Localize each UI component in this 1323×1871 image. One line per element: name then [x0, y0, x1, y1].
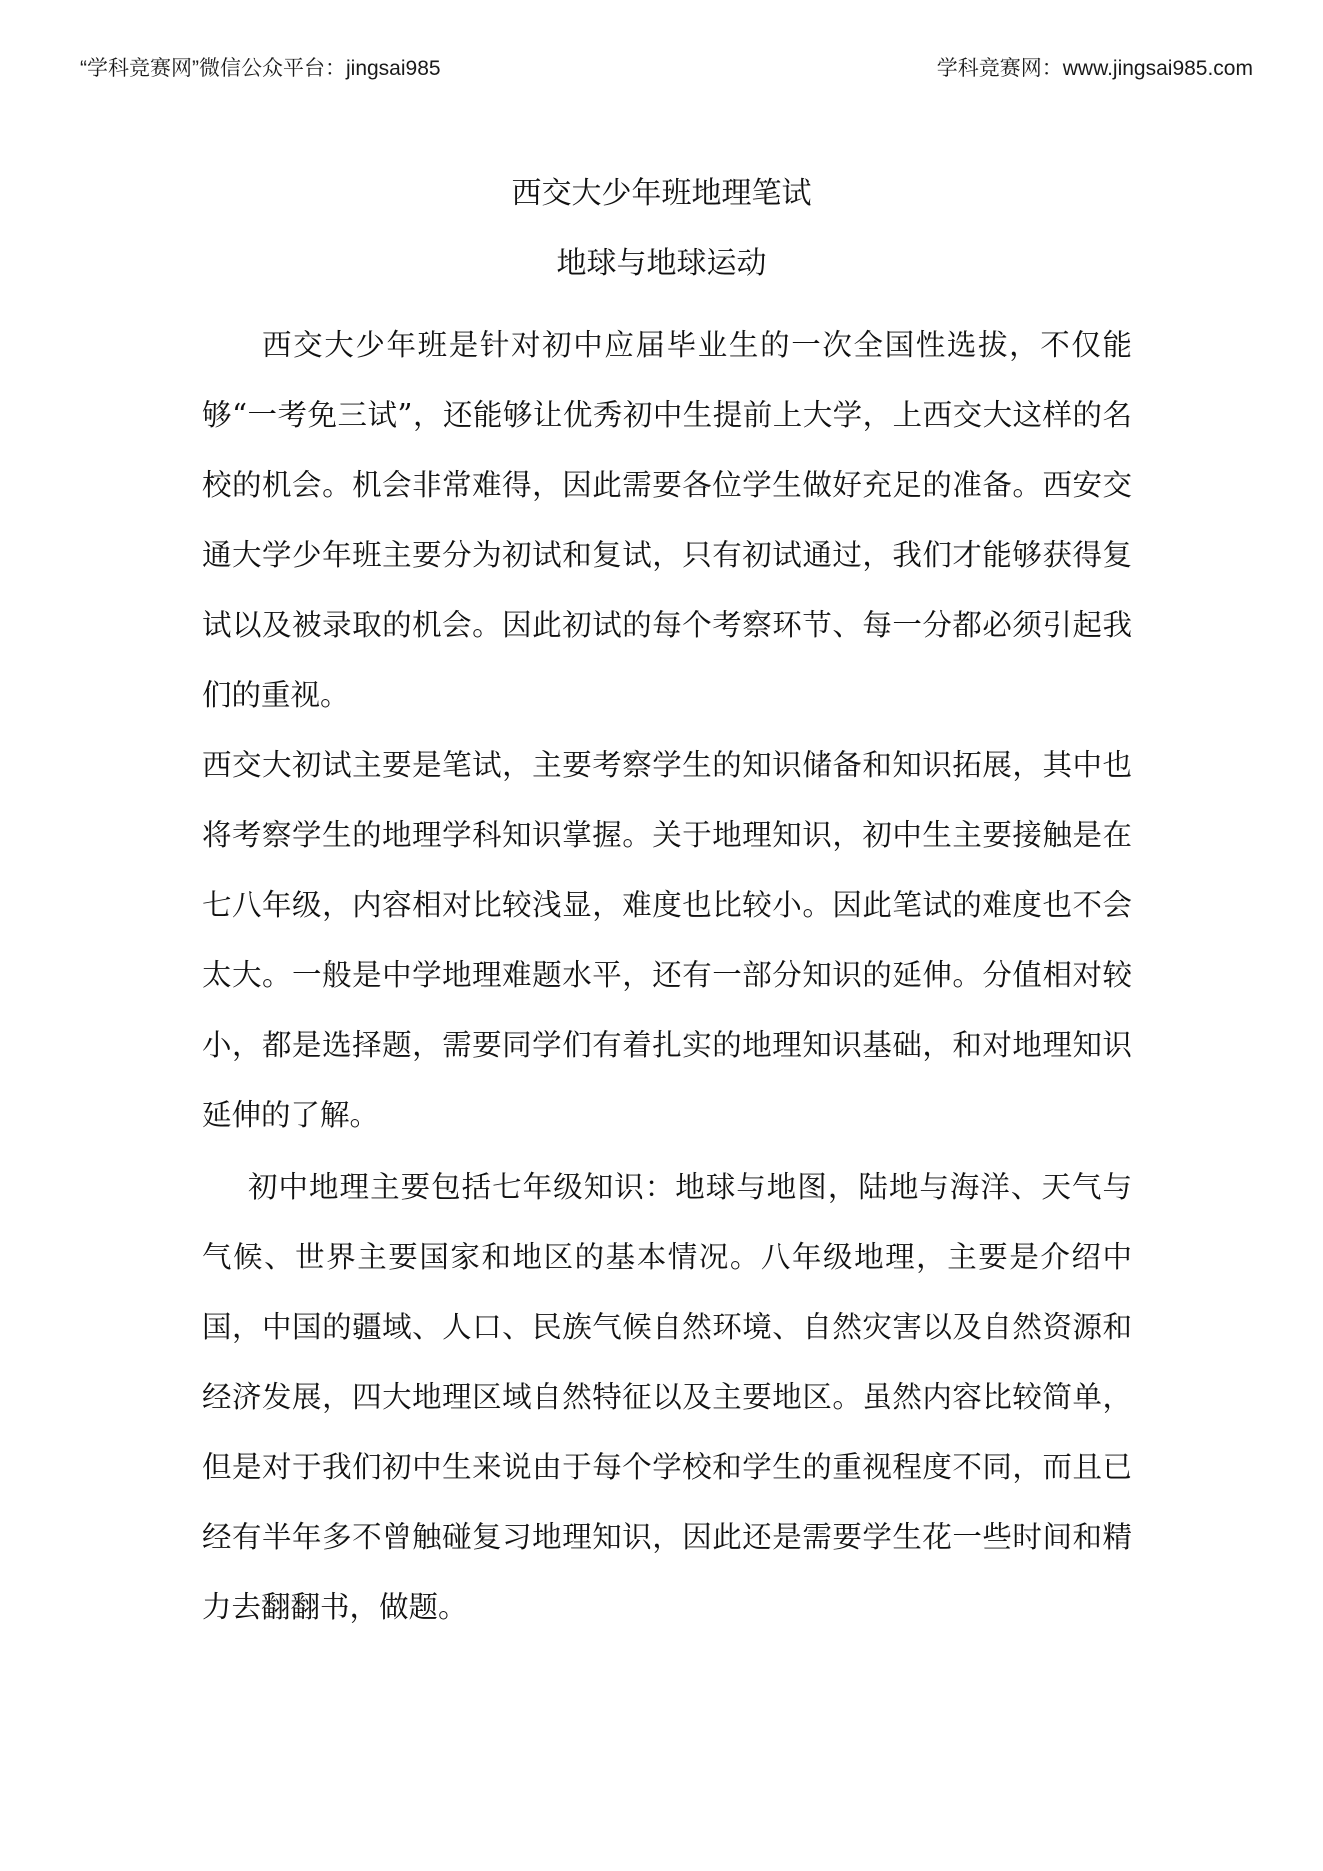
paragraph-intro: 西交大少年班是针对初中应届毕业生的一次全国性选拔，不仅能够“一考免三试”，还能够让优秀初中生提前上大学，上西交大这样的名校的机会。机会非常难得，因此需要各位学生做好充足的准备。西安交通大学少年班主要分为初试和复试，只有初试通过，我们才能够获得复试以及被录取的机会。因此初试的每个考察环节、每一分都必须引起我们的重视。 — [202, 328, 1132, 712]
header-website-text: 学科竞赛网：www.jingsai985.com — [936, 57, 1253, 80]
paragraph-written-test: 西交大初试主要是笔试，主要考察学生的知识储备和知识拓展，其中也将考察学生的地理学科知识掌握。关于地理知识，初中生主要接触是在七八年级，内容相对比较浅显，难度也比较小。因此笔试的难度也不会太大。一般是中学地理难题水平，还有一部分知识的延伸。分值相对较小，都是选择题，需要同学们有着扎实的地理知识基础，和对地理知识延伸的了解。 — [202, 748, 1132, 1132]
paragraph-curriculum: 初中地理主要包括七年级知识：地球与地图，陆地与海洋、天气与气候、世界主要国家和地区的基本情况。八年级地理，主要是介绍中国，中国的疆域、人口、民族气候自然环境、自然灾害以及自然资源和经济发展，四大地理区域自然特征以及主要地区。虽然内容比较简单，但是对于我们初中生来说由于每个学校和学生的重视程度不同，而且已经有半年多不曾触碰复习地理知识，因此还是需要学生花一些时间和精力去翻翻书，做题。 — [202, 1170, 1132, 1624]
header-wechat-text: “学科竞赛网”微信公众平台：jingsai985 — [80, 57, 441, 80]
document-subtitle: 地球与地球运动 — [556, 246, 767, 281]
document-body — [202, 310, 1132, 1642]
page-header — [80, 52, 1253, 88]
document-title: 西交大少年班地理笔试 — [511, 176, 812, 211]
